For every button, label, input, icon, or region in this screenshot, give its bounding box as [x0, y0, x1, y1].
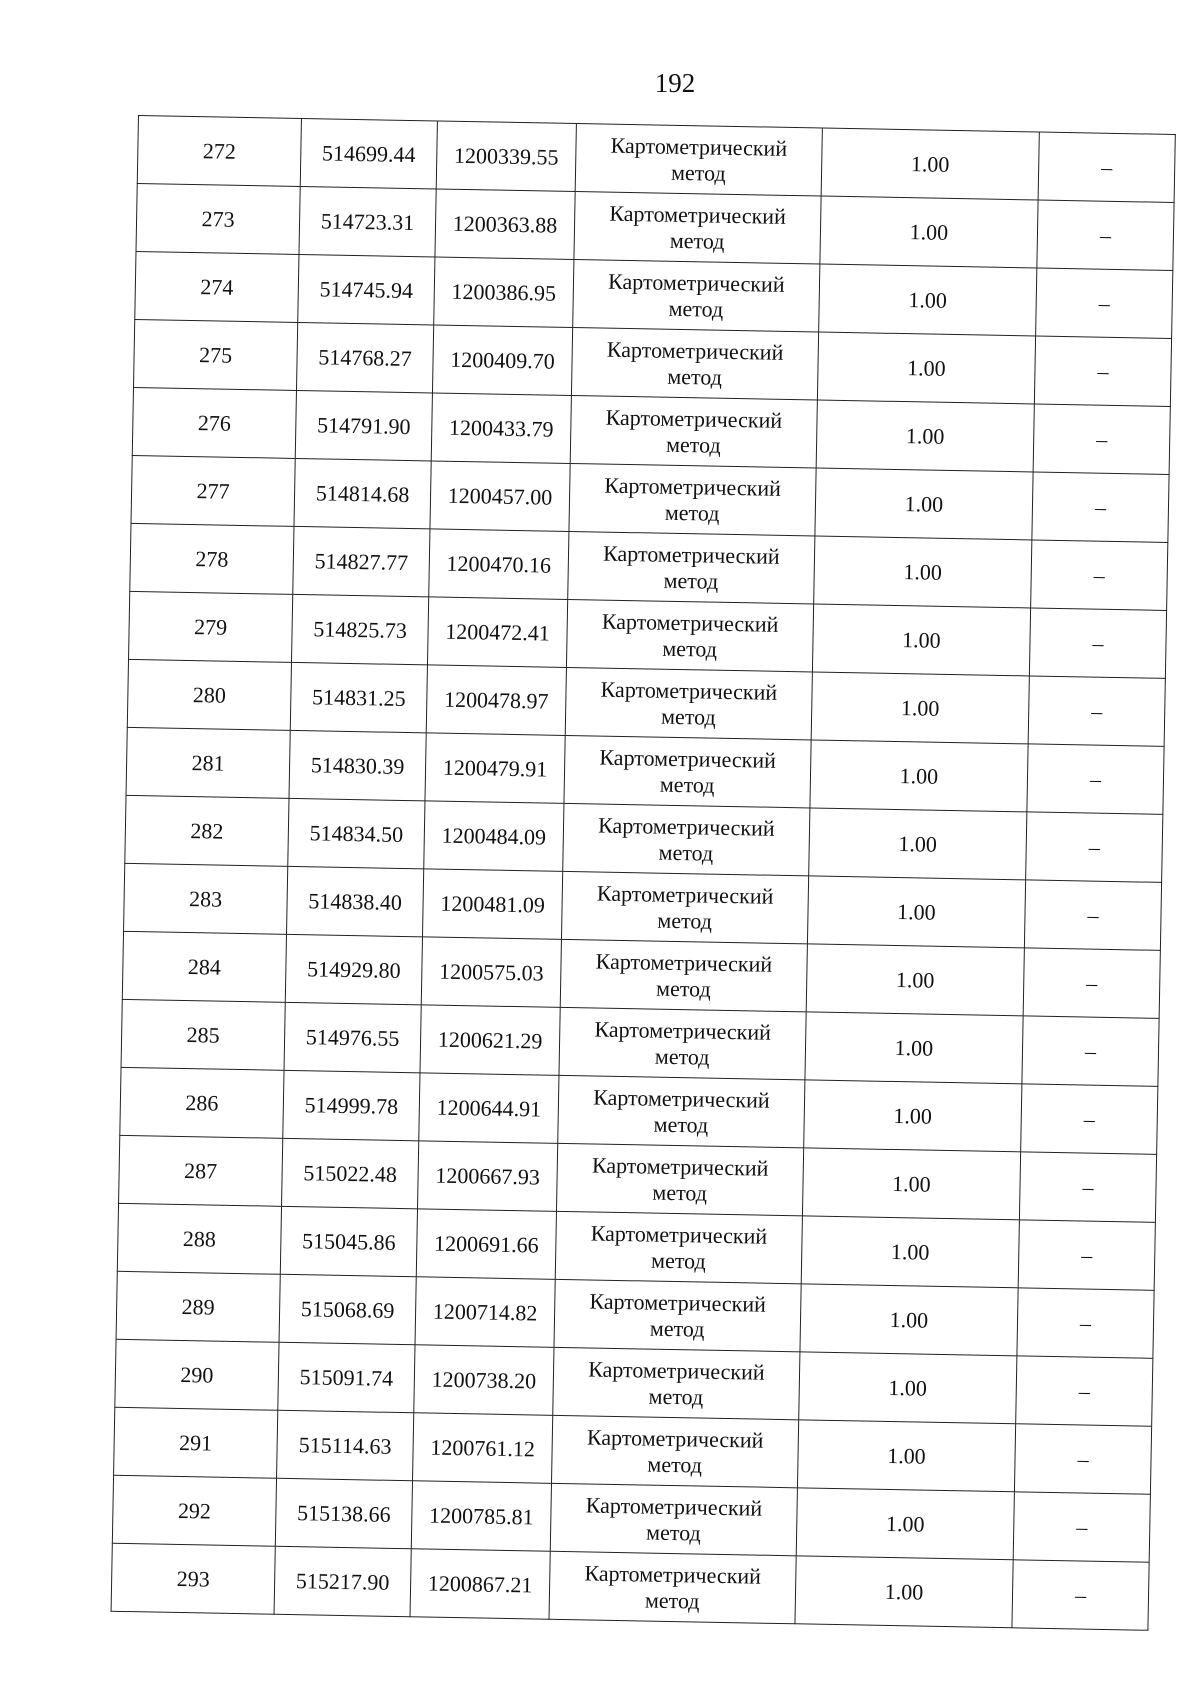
- accuracy-cell: 1.00: [813, 536, 1032, 608]
- y-coordinate-cell: 1200433.79: [431, 393, 571, 464]
- y-coordinate-cell: 1200667.93: [417, 1141, 557, 1212]
- method-line-1: Картометрический: [590, 1219, 768, 1249]
- method-line-1: Картометрический: [605, 404, 783, 433]
- method-cell: [550, 1483, 797, 1555]
- x-coordinate-cell: 514768.27: [297, 322, 434, 392]
- method-line-2: метод: [647, 1451, 703, 1478]
- method-cell: [560, 939, 807, 1011]
- point-number-cell: 279: [129, 591, 293, 662]
- accuracy-cell: 1.00: [815, 468, 1034, 540]
- table-body: [111, 116, 1175, 1631]
- point-number-cell: 272: [137, 116, 301, 187]
- method-cell: [557, 1143, 804, 1215]
- y-coordinate-cell: 1200621.29: [420, 1005, 560, 1076]
- point-number-cell: 284: [122, 931, 286, 1002]
- y-coordinate-cell: 1200481.09: [422, 869, 562, 940]
- method-line-1: Картометрический: [600, 676, 778, 705]
- method-line-1: Картометрический: [588, 1355, 765, 1385]
- note-cell: –: [1026, 812, 1163, 882]
- method-line-1: Картометрический: [604, 472, 782, 501]
- accuracy-cell: 1.00: [796, 1488, 1015, 1560]
- note-cell: –: [1027, 744, 1164, 814]
- method-line-1: Картометрический: [607, 268, 785, 297]
- y-coordinate-cell: 1200714.82: [415, 1277, 555, 1348]
- y-coordinate-cell: 1200470.16: [429, 529, 569, 600]
- y-coordinate-cell: 1200785.81: [411, 1481, 551, 1552]
- method-line-2: метод: [663, 567, 719, 594]
- method-line-2: метод: [667, 363, 723, 390]
- method-cell: [558, 1075, 805, 1147]
- method-cell: [555, 1211, 802, 1283]
- method-line-1: Картометрический: [601, 608, 779, 637]
- method-cell: [553, 1347, 800, 1419]
- method-line-2: метод: [664, 499, 720, 526]
- x-coordinate-cell: 514830.39: [289, 730, 426, 800]
- point-number-cell: 285: [121, 999, 285, 1070]
- accuracy-cell: 1.00: [817, 332, 1036, 404]
- accuracy-cell: 1.00: [801, 1216, 1020, 1288]
- method-line-1: Картометрический: [589, 1287, 767, 1317]
- method-line-2: метод: [652, 1179, 708, 1206]
- method-line-1: Картометрический: [610, 132, 788, 161]
- method-line-1: Картометрический: [596, 880, 774, 909]
- method-line-2: метод: [662, 635, 718, 662]
- method-line-2: метод: [655, 975, 711, 1002]
- x-coordinate-cell: 515138.66: [275, 1478, 412, 1548]
- method-cell: [574, 192, 821, 264]
- method-line-2: метод: [645, 1519, 702, 1546]
- note-cell: –: [1036, 268, 1173, 338]
- y-coordinate-cell: 1200479.91: [425, 733, 565, 804]
- note-cell: –: [1028, 676, 1165, 746]
- point-number-cell: 276: [132, 387, 296, 458]
- point-number-cell: 289: [116, 1271, 280, 1342]
- note-cell: –: [1012, 1560, 1149, 1630]
- note-cell: –: [1037, 200, 1174, 270]
- accuracy-cell: 1.00: [800, 1284, 1019, 1356]
- y-coordinate-cell: 1200575.03: [421, 937, 561, 1008]
- x-coordinate-cell: 514834.50: [288, 798, 425, 868]
- note-cell: –: [1021, 1084, 1158, 1154]
- method-line-1: Картометрический: [592, 1084, 770, 1113]
- accuracy-cell: 1.00: [812, 604, 1031, 676]
- x-coordinate-cell: 514825.73: [292, 594, 429, 664]
- accuracy-cell: 1.00: [810, 740, 1029, 812]
- x-coordinate-cell: 514814.68: [294, 458, 431, 528]
- method-cell: [566, 599, 813, 671]
- method-cell: [568, 531, 815, 603]
- point-number-cell: 286: [120, 1067, 284, 1138]
- x-coordinate-cell: 515114.63: [277, 1410, 414, 1480]
- method-line-2: метод: [660, 703, 716, 730]
- method-line-2: метод: [644, 1587, 700, 1614]
- x-coordinate-cell: 515217.90: [274, 1546, 411, 1616]
- x-coordinate-cell: 515022.48: [282, 1138, 419, 1208]
- accuracy-cell: 1.00: [797, 1420, 1016, 1492]
- method-cell: [552, 1415, 799, 1487]
- point-number-cell: 275: [134, 319, 298, 390]
- point-number-cell: 292: [112, 1475, 276, 1546]
- y-coordinate-cell: 1200409.70: [432, 325, 572, 396]
- point-number-cell: 278: [130, 523, 294, 594]
- point-number-cell: 291: [114, 1407, 278, 1478]
- method-line-1: Картометрический: [609, 200, 787, 229]
- method-line-2: метод: [669, 227, 725, 254]
- method-line-1: Картометрический: [594, 1016, 772, 1045]
- method-line-1: Картометрический: [606, 336, 784, 365]
- x-coordinate-cell: 515045.86: [280, 1206, 417, 1276]
- method-line-2: метод: [653, 1111, 709, 1138]
- y-coordinate-cell: 1200738.20: [414, 1345, 554, 1416]
- method-line-2: метод: [648, 1383, 704, 1410]
- x-coordinate-cell: 514831.25: [290, 662, 427, 732]
- method-line-2: метод: [668, 295, 724, 322]
- method-line-2: метод: [654, 1043, 710, 1070]
- accuracy-cell: 1.00: [808, 808, 1027, 880]
- x-coordinate-cell: 514929.80: [285, 934, 422, 1004]
- accuracy-cell: 1.00: [820, 196, 1039, 268]
- x-coordinate-cell: 514976.55: [284, 1002, 421, 1072]
- accuracy-cell: 1.00: [795, 1556, 1014, 1628]
- method-cell: [549, 1551, 796, 1623]
- point-number-cell: 293: [111, 1543, 275, 1614]
- x-coordinate-cell: 514838.40: [287, 866, 424, 936]
- method-cell: [570, 395, 817, 467]
- method-line-1: Картометрический: [595, 948, 773, 977]
- method-line-1: Картометрический: [597, 812, 775, 841]
- method-cell: [565, 667, 812, 739]
- accuracy-cell: 1.00: [798, 1352, 1017, 1424]
- x-coordinate-cell: 515068.69: [279, 1274, 416, 1344]
- accuracy-cell: 1.00: [816, 400, 1035, 472]
- note-cell: –: [1034, 336, 1171, 406]
- point-number-cell: 273: [136, 183, 300, 254]
- note-cell: –: [1031, 540, 1168, 610]
- accuracy-cell: 1.00: [811, 672, 1030, 744]
- method-line-1: Картометрический: [586, 1423, 764, 1453]
- y-coordinate-cell: 1200761.12: [412, 1413, 552, 1484]
- point-number-cell: 290: [115, 1339, 279, 1410]
- y-coordinate-cell: 1200691.66: [416, 1209, 556, 1280]
- method-line-2: метод: [657, 907, 713, 934]
- method-cell: [562, 871, 809, 943]
- method-line-1: Картометрический: [584, 1559, 762, 1589]
- page-number: 192: [654, 68, 696, 98]
- method-line-1: Картометрический: [602, 540, 780, 569]
- note-cell: –: [1024, 880, 1161, 950]
- x-coordinate-cell: 514699.44: [300, 118, 437, 188]
- method-line-1: Картометрический: [599, 744, 777, 773]
- accuracy-cell: 1.00: [821, 128, 1040, 200]
- point-number-cell: 282: [125, 795, 289, 866]
- point-number-cell: 288: [117, 1203, 281, 1274]
- accuracy-cell: 1.00: [803, 1080, 1022, 1152]
- method-line-2: метод: [658, 839, 714, 866]
- point-number-cell: 283: [124, 863, 288, 934]
- y-coordinate-cell: 1200339.55: [436, 121, 576, 192]
- method-line-2: метод: [659, 771, 715, 798]
- method-cell: [563, 803, 810, 875]
- x-coordinate-cell: 514827.77: [293, 526, 430, 596]
- x-coordinate-cell: 515091.74: [278, 1342, 415, 1412]
- note-cell: –: [1022, 1016, 1159, 1086]
- y-coordinate-cell: 1200363.88: [435, 189, 575, 260]
- note-cell: –: [1023, 948, 1160, 1018]
- accuracy-cell: 1.00: [802, 1148, 1021, 1220]
- accuracy-cell: 1.00: [807, 876, 1026, 948]
- method-line-2: метод: [649, 1315, 705, 1342]
- note-cell: –: [1017, 1288, 1154, 1358]
- x-coordinate-cell: 514723.31: [299, 186, 436, 256]
- coordinates-table: [111, 115, 1176, 1631]
- accuracy-cell: 1.00: [806, 944, 1025, 1016]
- note-cell: –: [1032, 472, 1169, 542]
- method-line-1: Картометрический: [591, 1151, 769, 1181]
- y-coordinate-cell: 1200386.95: [434, 257, 574, 328]
- y-coordinate-cell: 1200644.91: [419, 1073, 559, 1144]
- method-line-2: метод: [650, 1247, 706, 1274]
- point-number-cell: 274: [135, 251, 299, 322]
- method-cell: [573, 260, 820, 332]
- point-number-cell: 277: [131, 455, 295, 526]
- note-cell: –: [1016, 1356, 1153, 1426]
- method-line-2: метод: [665, 431, 721, 458]
- x-coordinate-cell: 514791.90: [295, 390, 432, 460]
- y-coordinate-cell: 1200472.41: [427, 597, 567, 668]
- x-coordinate-cell: 514999.78: [283, 1070, 420, 1140]
- method-cell: [569, 463, 816, 535]
- y-coordinate-cell: 1200457.00: [430, 461, 570, 532]
- y-coordinate-cell: 1200478.97: [426, 665, 566, 736]
- method-line-2: метод: [670, 159, 726, 186]
- point-number-cell: 280: [127, 659, 291, 730]
- note-cell: –: [1019, 1152, 1156, 1222]
- accuracy-cell: 1.00: [805, 1012, 1024, 1084]
- method-cell: [575, 124, 822, 196]
- note-cell: –: [1018, 1220, 1155, 1290]
- coordinates-table-wrapper: [111, 115, 1176, 1631]
- note-cell: –: [1015, 1424, 1152, 1494]
- point-number-cell: 287: [119, 1135, 283, 1206]
- method-line-1: Картометрический: [585, 1491, 763, 1521]
- y-coordinate-cell: 1200484.09: [424, 801, 564, 872]
- accuracy-cell: 1.00: [818, 264, 1037, 336]
- note-cell: –: [1029, 608, 1166, 678]
- note-cell: –: [1013, 1492, 1150, 1562]
- x-coordinate-cell: 514745.94: [298, 254, 435, 324]
- method-cell: [564, 735, 811, 807]
- method-cell: [571, 328, 818, 400]
- point-number-cell: 281: [126, 727, 290, 798]
- note-cell: –: [1033, 404, 1170, 474]
- method-cell: [559, 1007, 806, 1079]
- method-cell: [554, 1279, 801, 1351]
- y-coordinate-cell: 1200867.21: [410, 1549, 550, 1620]
- note-cell: –: [1038, 132, 1175, 202]
